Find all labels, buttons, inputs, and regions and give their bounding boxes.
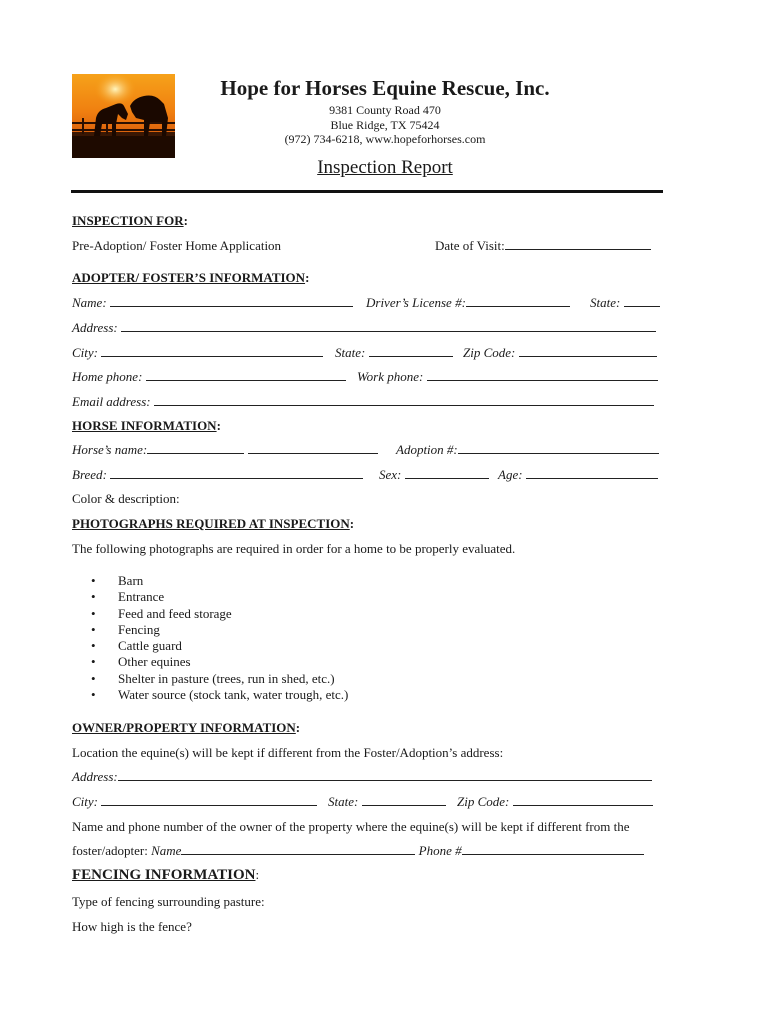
fencing-heading: FENCING INFORMATION: [72,867,260,883]
sex-field[interactable]: Sex: [379,467,489,483]
home-phone-field[interactable]: Home phone: [72,369,346,385]
property-address-input[interactable] [118,769,652,781]
horse-name-input[interactable] [147,442,244,454]
license-input[interactable] [466,295,570,307]
report-title: Inspection Report [317,157,453,178]
photo-requirements-list [91,573,348,703]
breed-field[interactable]: Breed: [72,467,363,483]
license-state-input[interactable] [624,295,660,307]
list-item: • Barn [91,573,144,588]
adopter-heading: ADOPTER/ FOSTER’S INFORMATION: [72,270,310,285]
home-phone-input[interactable] [146,369,346,381]
license-field[interactable]: Driver’s License #: [366,295,570,311]
adopter-state-input[interactable] [369,345,453,357]
list-item: • Feed and feed storage [91,605,232,621]
property-location-text: Location the equine(s) will be kept if different from the Foster/Adoption’s address: [72,745,504,760]
adopter-city-input[interactable] [101,345,323,357]
date-of-visit-field[interactable] [435,238,651,254]
email-input[interactable] [154,394,654,406]
list-item: • Other equines [91,654,191,670]
sex-input[interactable] [405,467,489,479]
inspection-for-heading: INSPECTION FOR: [72,213,188,228]
property-owner-text: Name and phone number of the owner of the property where the equine(s) will be kept if different from the [72,819,630,834]
fence-height-question: How high is the fence? [72,919,192,934]
property-city-input[interactable] [101,794,317,806]
owner-phone-input[interactable] [462,843,644,855]
age-field[interactable]: Age: [498,467,658,483]
adopter-city-field[interactable]: City: [72,345,323,361]
property-zip-field[interactable]: Zip Code: [457,794,653,810]
address-line-2: Blue Ridge, TX 75424 [330,118,440,132]
adopter-state-field[interactable]: State: [335,345,453,361]
application-type: Pre-Adoption/ Foster Home Application [72,238,282,253]
property-state-field[interactable]: State: [328,794,446,810]
property-state-input[interactable] [362,794,446,806]
adopter-address-input[interactable] [121,320,656,332]
header-divider [71,190,663,193]
fencing-type-question: Type of fencing surrounding pasture: [72,894,265,909]
breed-input[interactable] [110,467,363,479]
age-input[interactable] [526,467,658,479]
adopter-address-field[interactable]: Address: [72,320,656,336]
list-item: • Fencing [91,621,160,637]
list-item: • Shelter in pasture (trees, run in shed, etc.) [91,670,335,686]
horse-heading: HORSE INFORMATION: [72,418,221,433]
property-city-field[interactable]: City: [72,794,317,810]
address-line-1: 9381 County Road 470 [329,103,441,117]
adoption-number-input[interactable] [458,442,659,454]
adopter-name-field[interactable]: Name: [72,295,353,311]
work-phone-input[interactable] [427,369,658,381]
property-address-field[interactable]: Address: [72,769,652,785]
date-of-visit-input[interactable] [505,238,651,250]
contact-line: (972) 734-6218, www.hopeforhorses.com [284,132,486,146]
license-state-field[interactable]: State: [590,295,660,311]
color-description-label: Color & description: [72,491,180,506]
horse-name-field[interactable]: Horse’s name: [72,442,378,458]
property-zip-input[interactable] [513,794,653,806]
email-field[interactable]: Email address: [72,394,654,410]
date-of-visit-label: Date of Visit: [435,238,505,253]
work-phone-field[interactable]: Work phone: [357,369,658,385]
photos-intro: The following photographs are required in order for a home to be properly evaluated. [72,541,516,556]
photos-heading: PHOTOGRAPHS REQUIRED AT INSPECTION: [72,516,355,531]
org-name: Hope for Horses Equine Rescue, Inc. [220,76,550,100]
list-item: • Cattle guard [91,638,182,654]
property-heading: OWNER/PROPERTY INFORMATION: [72,720,301,735]
property-owner-field[interactable]: foster/adopter: Name Phone # [72,843,644,859]
owner-name-input[interactable] [181,843,415,855]
list-item: • Water source (stock tank, water trough, etc.) [91,687,349,703]
adopter-zip-field[interactable]: Zip Code: [463,345,657,361]
list-item: • Entrance [91,589,165,605]
adoption-number-field[interactable]: Adoption #: [396,442,659,458]
adopter-zip-input[interactable] [519,345,657,357]
adopter-name-input[interactable] [110,295,353,307]
